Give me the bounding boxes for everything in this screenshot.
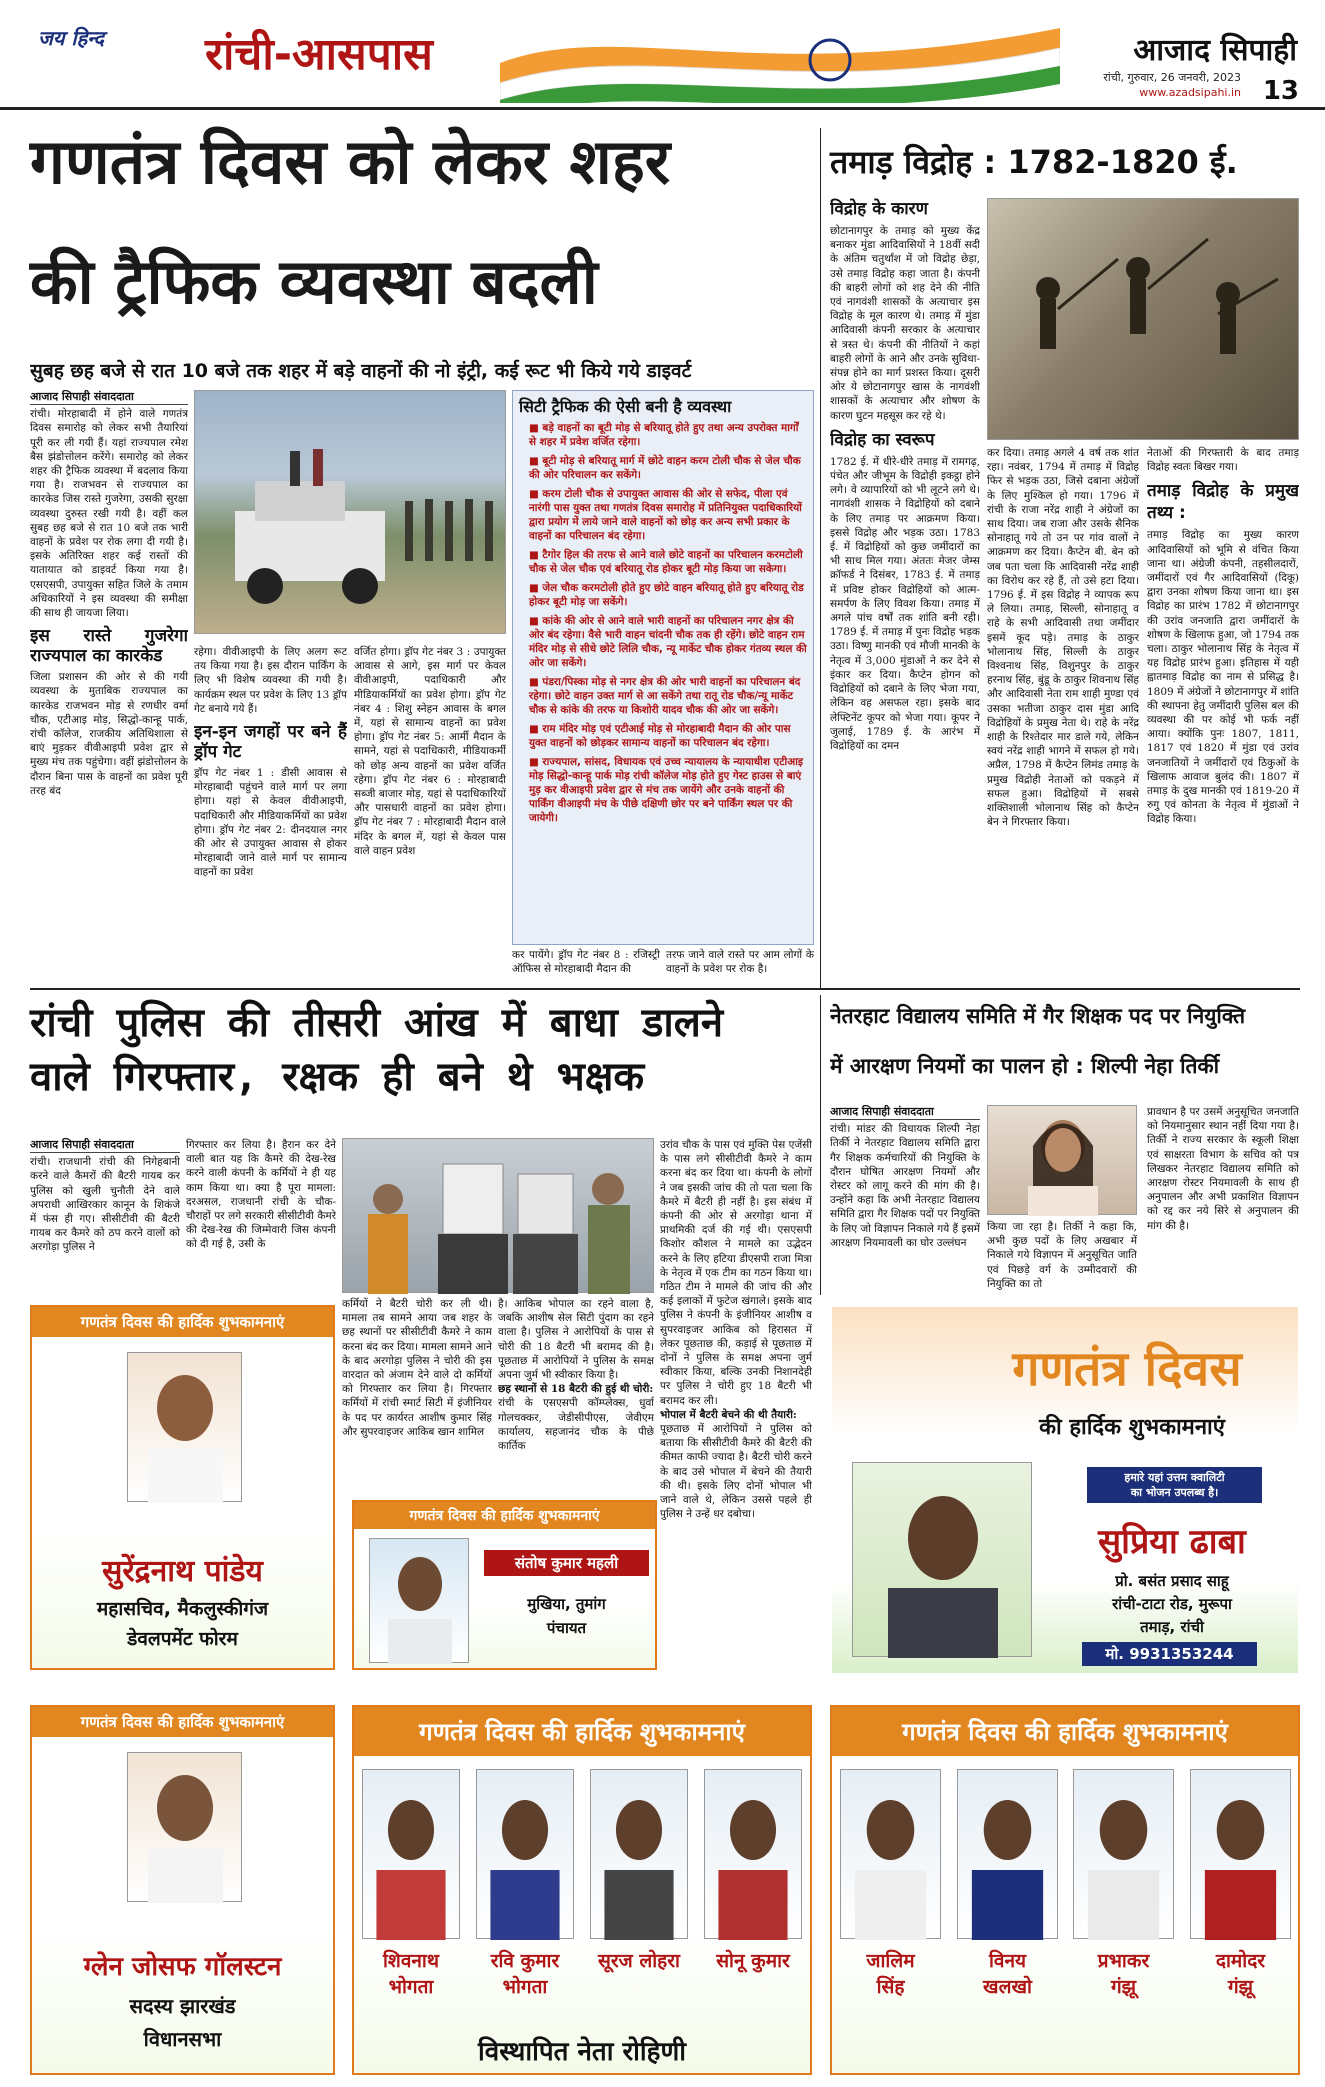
member-photo bbox=[590, 1769, 688, 1939]
member-photo bbox=[957, 1769, 1058, 1939]
member-surname: भोगता bbox=[388, 1976, 434, 1998]
traffic-col-2 bbox=[194, 645, 347, 980]
netarhat-headline-1: नेतरहाट विद्यालय समिति में गैर शिक्षक पद पर नियुक्ति bbox=[830, 1004, 1246, 1028]
glen-title-1: सदस्य झारखंड bbox=[129, 1994, 236, 2018]
shilpi-portrait bbox=[987, 1105, 1137, 1215]
member-photo bbox=[704, 1769, 802, 1939]
traffic-box-item: ■ राम मंदिर मोड़ एवं एटीआई मोड़ से मोरहाबादी मैदान की ओर पास युक्त वाहनों को छोड़कर सामान्य वाहनों का परिचालन बंद रहेगा। bbox=[529, 723, 791, 749]
police-headline-2: वाले गिरफ्तार, रक्षक ही बने थे भक्षक bbox=[30, 1054, 645, 1100]
traffic-col-3 bbox=[354, 645, 506, 980]
masthead bbox=[0, 0, 1325, 110]
police-col4-text-b: रांची के एसएसपी कॉम्प्लेक्स, धुर्वा गोलचक्कर, जेडीसीपीएस, जेवीएम कार्यालय, सहजानंद चौक के पीछे कार्तिक bbox=[498, 1397, 654, 1453]
santosh-photo bbox=[369, 1538, 469, 1663]
dhaba-big-greeting-2: की हार्दिक शुभकामनाएं bbox=[1039, 1415, 1225, 1440]
ad-greeting: गणतंत्र दिवस की हार्दिक शुभकामनाएं bbox=[32, 1707, 333, 1737]
santosh-title-1: मुखिया, तुमांग bbox=[527, 1595, 606, 1613]
member-name: सूरज लोहरा bbox=[598, 1950, 680, 1972]
member-surname: सिंह bbox=[876, 1976, 905, 1998]
surendra-title-2: डेवलपमेंट फोरम bbox=[127, 1628, 238, 1650]
ad-supriya-dhaba bbox=[830, 1305, 1300, 1675]
traffic-col1-text: रांची। मोरहाबादी में होने वाले गणतंत्र दिवस समारोह को लेकर सभी तैयारियां पूरी कर ली गयी हैं। यहां राज्यपाल रमेश बैस झंडोत्तोलन करेंगे। समारोह को लेकर शहर की ट्रैफिक व्यवस्था में बदलाव किया गया है। राजभवन से राज्यपाल का कारकेड जिस रास्ते गुजरेगा, उसकी सुरक्षा व्यवस्था दुरुस्त रखी गयी है। वहीं कल सुबह छह बजे से रात 10 बजे तक भारी वाहनों के प्रवेश पर रोक लगा दी गयी है। इसके अतिरिक्त शहर कई रास्तों की यातायात को डाइवर्ट किया गया है। एसएसपी, उपायुक्त सहित जिले के तमाम अधिकारियों ने इस व्यवस्था की समीक्षा की साथ ही जायजा लिया। bbox=[30, 408, 188, 620]
person-portrait-icon bbox=[988, 1106, 1138, 1216]
dateline: रांची, गुरुवार, 26 जनवरी, 2023 bbox=[1103, 71, 1241, 84]
traffic-col-4 bbox=[512, 948, 660, 980]
traffic-box-title: सिटी ट्रैफिक की ऐसी बनी है व्यवस्था bbox=[519, 397, 732, 416]
member-name: विनय bbox=[988, 1950, 1027, 1972]
dhaba-tagline-box bbox=[1087, 1467, 1262, 1503]
tamar-col3-text-b: तमाड़ विद्रोह का मुख्य कारण आदिवासियों को भूमि से वंचित किया जाना था। अंग्रेजी कंपनी, तहसीलदारों, जमींदारों एवं गैर आदिवासियों (दिकू) द्वारा उनका शोषण किया जाना था। इस विद्रोह का प्रारंभ 1782 में छोटानागपुर की उरांव जनजाति द्वारा जमींदारों के शोषण के खिलाफ हुआ, जो 1794 तक चला। ठाकुर भोलानाथ सिंह के नेतृत्व में यह विद्रोह प्रारंभ हुआ। इतिहास में यही ह्वातमाड़ विद्रोह का नाम से प्रसिद्ध है। 1809 में अंग्रेजों ने छोटानागपुर में शांति की स्थापना हेतु जमींदारी पुलिस बल की व्यवस्था की पर कोई भी फर्क नहीं आया। क्योंकि पुनः 1807, 1811, 1817 एवं 1820 में मुंडा एवं उरांव जनजातियों ने जमींदारों एवं ठिकुओं के खिलाफ आवाज बुलंद की। 1807 में तमाड़ के दुख मानकी एवं 1819-20 में रुगु एवं कोनता के नेतृत्व में मुंडाओं ने विद्रोह किया। bbox=[1147, 529, 1299, 826]
dhaba-phone: मो. 9931353244 bbox=[1082, 1642, 1257, 1666]
netarhat-col3-text: प्रावधान है पर उसमें अनुसूचित जनजाति को नियमानुसार स्थान नहीं दिया गया है। तिर्की ने राज्य सरकार के स्कूली शिक्षा एवं साक्षरता विभाग के सचिव को पत्र लिखकर नेतरहाट विद्यालय समिति को आरक्षण रोस्टर नियमावली के साथ ही अनुपालन और अभी प्रकाशित विज्ञापन को रद्द कर नये सिरे से अनुपालन की मांग की है। bbox=[1147, 1106, 1299, 1232]
member-photo bbox=[362, 1769, 460, 1939]
glen-name: ग्लेन जोसफ गॉलस्टन bbox=[83, 1952, 282, 1982]
netarhat-col1-text: रांची। मांडर की विधायक शिल्पी नेहा तिर्की ने नेतरहाट विद्यालय समिति द्वारा गैर शिक्षक कर्मचारियों की नियुक्ति के दौरान घोषित आरक्षण नियमों और रोस्टर को लागू करने की मांग की है। उन्होंने कहा कि अभी नेतरहाट विद्यालय समिति द्वारा गैर शिक्षक पदों पर नियुक्ति के लिए जो विज्ञापन निकाले गये हैं इसमें आरक्षण नियमावली का घोर उल्लंघन bbox=[830, 1123, 980, 1249]
traffic-col3-text: वर्जित होगा। ड्रॉप गेट नंबर 3 : उपायुक्त आवास से आगे, इस मार्ग पर केवल वीवीआइपी, पदाधिकारी और मीडियाकर्मियों का प्रवेश होगा। ड्रॉप गेट नंबर 4 : शिशु स्नेहन आवास के बगल में, यहां से सामान्य वाहनों का प्रवेश होगा। ड्रॉप गेट नंबर 5: आर्मी मैदान के सामने, यहां से पदाधिकारी, मीडियाकर्मी को छोड़ अन्य वाहनों का प्रवेश वर्जित रहेगा। ड्रॉप गेट नंबर 6 : मोरहाबादी सब्जी बाजार मोड़, यहां से पदाधिकारियों और पासधारी वाहनों का प्रवेश होगा। ड्रॉप गेट नंबर 7 : मोरहाबादी मैदान वाले मंदिर के बगल में, यहां से केवल पास वाले वाहन प्रवेश bbox=[354, 646, 506, 857]
arrested-persons-icon bbox=[343, 1139, 655, 1294]
column-divider-2 bbox=[820, 995, 821, 1295]
traffic-box-list bbox=[519, 421, 807, 825]
glen-title-2: विधानसभा bbox=[143, 2027, 222, 2051]
surendra-title-1: महासचिव, मैकलुस्कीगंज bbox=[96, 1598, 269, 1620]
glen-photo bbox=[127, 1752, 242, 1902]
dhaba-proprietor: प्रो. बसंत प्रसाद साहू bbox=[1115, 1572, 1229, 1590]
santosh-name: संतोष कुमार महली bbox=[484, 1550, 649, 1576]
dhaba-tag-2: का भोजन उपलब्ध है। bbox=[1130, 1486, 1219, 1499]
traffic-subhead: सुबह छह बजे से रात 10 बजे तक शहर में बड़े वाहनों की नो इंट्री, कई रूट भी किये गये डाइवर्ट bbox=[30, 360, 692, 382]
member-name: रवि कुमार bbox=[490, 1950, 560, 1972]
netarhat-col2-text: किया जा रहा है। तिर्की ने कहा कि, अभी कुछ पदों के लिए अखबार में निकाले गये विज्ञापन में अनुसूचित जाति एवं पिछड़े वर्ग के उम्मीदवारों की नियुक्ति का तो bbox=[987, 1221, 1137, 1290]
tamar-sub-nature: विद्रोह का स्वरूप bbox=[830, 429, 935, 450]
group1-footer: विस्थापित नेता रोहिणी bbox=[478, 2037, 686, 2067]
person-portrait-icon bbox=[841, 1770, 940, 1940]
traffic-col4-text: कर पायेंगे। ड्रॉप गेट नंबर 8 : रजिस्ट्री ऑफिस से मोरहाबादी मैदान की bbox=[512, 949, 660, 976]
ad-santosh bbox=[352, 1500, 657, 1670]
tamar-sub-causes: विद्रोह के कारण bbox=[830, 199, 928, 219]
traffic-box-item: ■ राज्यपाल, सांसद, विधायक एवं उच्च न्यायालय के न्यायाधीश एटीआइ मोड़ सिद्धो-कान्हू पार्क मोड़ रांची कॉलेज मोड़ होते हुए गेस्ट हाउस से बाएं मुड़ कर वीआइपी प्रवेश द्वार से मंच तक जायेंगे और उनके वाहनों की पार्किंग वीआइपी मंच के पीछे दक्षिणी छोर पर बने पार्किंग स्थल पर की जायेगी। bbox=[529, 756, 803, 824]
member-surname: गंझू bbox=[1110, 1976, 1137, 1998]
person-portrait-icon bbox=[1191, 1770, 1290, 1940]
traffic-info-box bbox=[512, 390, 814, 945]
traffic-parade-photo bbox=[194, 390, 506, 634]
tamar-headline: तमाड़ विद्रोह : 1782-1820 ई. bbox=[830, 143, 1238, 181]
traffic-col5-text: तरफ जाने वाले रास्ते पर आम लोगों के वाहनों के प्रवेश पर रोक है। bbox=[666, 949, 814, 976]
person-portrait-icon bbox=[128, 1753, 243, 1903]
traffic-col2-text: रहेगा। वीवीआइपी के लिए अलग रूट तय किया गया है। इस दौरान पार्किंग के लिए भी विशेष व्यवस्था की गयी है। कार्यक्रम स्थल पर प्रवेश के लिए 13 ड्रॉप गेट बनाये गये हैं। bbox=[194, 646, 347, 715]
member-name: जालिम bbox=[866, 1950, 915, 1972]
battle-scene-icon bbox=[988, 199, 1300, 441]
member-name: दामोदर bbox=[1215, 1950, 1266, 1972]
person-portrait-icon bbox=[853, 1463, 1033, 1658]
traffic-box-item: ■ बड़े वाहनों का बूटी मोड़ से बरियातू होते हुए तथा अन्य उपरोक्त मार्गों से शहर में प्रवेश वर्जित रहेगा। bbox=[529, 422, 799, 448]
person-portrait-icon bbox=[477, 1770, 573, 1940]
column-divider bbox=[820, 128, 821, 988]
tamar-col3-text: नेताओं की गिरफ्तारी के बाद तमाड़ विद्रोह स्वतः बिखर गया। bbox=[1147, 447, 1299, 474]
santosh-title-2: पंचायत bbox=[546, 1619, 587, 1637]
police-byline: आजाद सिपाही संवाददाता bbox=[30, 1138, 180, 1153]
police-col5-subhead: भोपाल में बैटरी बेचने की थी तैयारी: bbox=[660, 1408, 797, 1421]
person-portrait-icon bbox=[363, 1770, 459, 1940]
surendra-name: सुरेंद्रनाथ पांडेय bbox=[102, 1554, 263, 1589]
dhaba-owner-photo bbox=[852, 1462, 1032, 1657]
police-col3-text: कर्मियों ने बैटरी चोरी कर ली थी। मामला तब सामने आया जब शहर के छह स्थानों पर सीसीटीवी कैमरे ने काम करना बंद कर दिया। मामला सामने आने के बाद अरगोड़ा पुलिस ने चोरी की इस वारदात को अंजाम देने वाले दो कर्मियों को गिरफ्तार कर लिया है। गिरफ्तार कर्मियों में रांची स्मार्ट सिटी में इंजीनियर के पद पर कार्यरत आशीष कुमार सिंह और सुपरवाइजर आकिब खान शामिल bbox=[342, 1298, 492, 1438]
traffic-box-item: ■ पंडरा/पिस्का मोड़ से नगर क्षेत्र की ओर भारी वाहनों का परिचालन बंद रहेगा। छोटे वाहन उक्त मार्ग से आ सकेंगे तथा रातू रोड चौक/न्यू मार्केट चौक से कांके की तरफ या किशोरी यादव चौक की ओर जा सकेंगे। bbox=[529, 676, 801, 716]
police-col-5 bbox=[660, 1138, 812, 1643]
netarhat-col-1 bbox=[830, 1105, 980, 1295]
section-rule bbox=[30, 988, 1300, 990]
dhaba-address-1: रांची-टाटा रोड, मुरूपा bbox=[1112, 1595, 1232, 1613]
tamar-battle-painting bbox=[987, 198, 1299, 440]
jai-hind-logo bbox=[38, 24, 158, 66]
police-col-2 bbox=[186, 1138, 336, 1306]
member-photo bbox=[840, 1769, 941, 1939]
dhaba-address-2: तमाड़, रांची bbox=[1140, 1618, 1204, 1636]
jai-hind-text: जय हिन्द bbox=[38, 26, 105, 50]
ad-greeting: गणतंत्र दिवस की हार्दिक शुभकामनाएं bbox=[32, 1307, 333, 1337]
member-photo bbox=[1073, 1769, 1174, 1939]
surendra-photo bbox=[127, 1352, 242, 1502]
traffic-box-item: ■ जेल चौक करमटोली होते हुए छोटे वाहन बरियातू होते हुए बरियातू रोड होकर बूटी मोड़ जा सकेंगे। bbox=[529, 582, 804, 608]
tamar-col-2 bbox=[987, 446, 1139, 978]
member-name: सोनू कुमार bbox=[716, 1950, 790, 1972]
tamar-col1-text: छोटानागपुर के तमाड़ को मुख्य केंद्र बनाकर मुंडा आदिवासियों ने 18वीं सदी के अंतिम चतुर्थांश में जो विद्रोह छेड़ा, उसे तमाड़ विद्रोह कहा जाता है। कंपनी की बाहरी लोगों को शह देने की नीति एवं नागवंशी शासकों के अत्याचार इस विद्रोह के मूल कारण थे। तमाड़ में मुंडा आदिवासी कंपनी सरकार के अत्याचार से त्रस्त थे। कंपनी की नीतियों ने कहां बाहरी लोगों के आने और उनके सुविधा-संपन्न होने का मार्ग प्रशस्त किया। दूसरी ओर ये छोटानागपुर खास के नागवंशी शासकों के अत्याचार और शोषण के कारण घुटन महसूस कर रहे थे। bbox=[830, 225, 980, 422]
netarhat-headline-2: में आरक्षण नियमों का पालन हो : शिल्पी नेहा तिर्की bbox=[830, 1054, 1220, 1078]
ad-glen bbox=[30, 1705, 335, 2075]
tamar-col1-text-b: 1782 ई. में धीरे-धीरे तमाड़ में रामगढ़, पंचेत और जीभूम के विद्रोही इकट्ठा होने लगे। वे व्यापारियों को भी लूटने लगे थे। नागवंशी शासक ने विद्रोहियों को दबाने के लिए तमाड़ पर आक्रमण किया। इससे विद्रोह और भड़क उठा। 1783 ई. में विद्रोहियों को कुछ जमींदारों का भी साथ मिल गया। अंततः मेजर जेम्स क्रॉफर्ड ने दिसंबर, 1783 ई. में तमाड़ में प्रविष्ट होकर विद्रोहियों को आत्म-समर्पण के लिए विवश किया। तमाड़ में अगले पांच वर्षों तक शांति बनी रही। 1789 ई. में तमाड़ में पुनः विद्रोह भड़क उठा। विष्णु मानकी एवं मौजी मानकी के नेतृत्व में 3,000 मुंडाओं ने कर देने से इंकार कर दिया। कैप्टेन होगन को विद्रोहियों को दबाने के लिए भेजा गया, लेकिन वह असफल रहा। इसके बाद लेफ्टिनेंट कूपर को भेजा गया। कूपर ने जुलाई, 1789 ई. के आरंभ में विद्रोहियों का दमन bbox=[830, 455, 980, 752]
police-arrest-photo bbox=[342, 1138, 654, 1293]
ad-group-2 bbox=[830, 1705, 1300, 2075]
police-col4-text: है। आकिब भोपाल का रहने वाला है, जबकि आशीष सेल सिटी पुंदाग का रहने वाला है। पुलिस ने आरोपियों के पास से चोरी की 18 बैटरी भी बरामद की है। पूछताछ में आरोपियों ने पुलिस के समक्ष अपना जुर्म भी स्वीकार किया है। bbox=[498, 1298, 654, 1382]
police-col4-subhead: छह स्थानों से 18 बैटरी की हुई थी चोरी: bbox=[498, 1383, 654, 1396]
website: www.azadsipahi.in bbox=[1139, 86, 1241, 99]
traffic-box-item: ■ करम टोली चौक से उपायुक्त आवास की ओर से सफेद, पीला एवं नारंगी पास युक्त तथा गणतंत्र दिवस समारोह में प्रतिनियुक्त पदाधिकारियों द्वारा प्रयोग में लाये जाने वाले वाहनों को छोड़ कर अन्य सभी प्रकार के वाहनों का परिचालन बंद रहेगा। bbox=[529, 488, 802, 542]
ad-group-rohini bbox=[352, 1705, 812, 2075]
person-portrait-icon bbox=[370, 1539, 470, 1664]
ad-greeting: गणतंत्र दिवस की हार्दिक शुभकामनाएं bbox=[354, 1707, 810, 1756]
dhaba-name: सुप्रिया ढाबा bbox=[1098, 1522, 1246, 1562]
traffic-col-5 bbox=[666, 948, 814, 980]
tamar-sub-facts: तमाड़ विद्रोह के प्रमुख तथ्य : bbox=[1147, 481, 1299, 524]
police-col2-text: गिरफ्तार कर लिया है। हैरान कर देने वाली बात यह कि कैमरे की देख-रेख करने वाली कंपनी के कर्मियों ने ही यह काम किया था। क्या है पूरा मामला: दरअसल, राजधानी रांची के चौक-चौराहों पर लगे सरकारी सीसीटीवी कैमरे की देख-रेख की जिम्मेवारी जिस कंपनी को दी गई है, उसी के bbox=[186, 1139, 336, 1251]
member-surname: भोगता bbox=[502, 1976, 548, 1998]
traffic-headline-1: गणतंत्र दिवस को लेकर शहर bbox=[30, 125, 671, 198]
member-name: प्रभाकर bbox=[1097, 1950, 1150, 1972]
ad-greeting: गणतंत्र दिवस की हार्दिक शुभकामनाएं bbox=[354, 1502, 655, 1529]
traffic-box-item: ■ कांके की ओर से आने वाले भारी वाहनों का परिचालन नगर क्षेत्र की ओर बंद रहेगा। वैसे भारी वाहन चांदनी चौक तक ही रहेंगे। छोटे वाहन राम मंदिर मोड़ से सीधे छोटे लिलि चौक, न्यू मार्केट चौक होकर गंतव्य स्थल की ओर जा सकेंगे। bbox=[529, 615, 807, 669]
police-col5-text: उरांव चौक के पास एवं मुक्ति पेस एजेंसी के पास लगे सीसीटीवी कैमरे ने काम करना बंद कर दिया था। कंपनी के लोगों ने जब इसकी जांच की तो पता चला कि कैमरे में बैटरी ही नहीं है। इस संबंध में कंपनी की ओर से अरगोड़ा थाना में प्राथमिकी दर्ज की गई थी। एसएसपी किशोर कौशल ने मामले का उद्भेदन करने के लिए हटिया डीएसपी राजा मित्रा के नेतृत्व में एक टीम का गठन किया था। गठित टीम ने मामले की जांच की और कई इलाकों में फुटेज खंगाले। इसके बाद पुलिस ने कंपनी के इंजीनियर आशीष व सुपरवाइजर आकिब को हिरासत में लेकर पूछताछ की, कड़ाई से पूछताछ में दोनों ने पुलिस के समक्ष अपना जुर्म स्वीकार किया, बल्कि उनकी निशानदेही पर पुलिस ने चोरी हुए 18 बैटरी भी बरामद कर ली। bbox=[660, 1139, 812, 1407]
police-col-1 bbox=[30, 1138, 180, 1306]
police-headline-1: रांची पुलिस की तीसरी आंख में बाधा डालने bbox=[30, 1000, 724, 1046]
flag-wave-icon bbox=[500, 8, 1060, 103]
netarhat-col-2 bbox=[987, 1220, 1137, 1295]
dhaba-big-greeting-1: गणतंत्र दिवस bbox=[1012, 1341, 1242, 1397]
traffic-box-item: ■ बूटी मोड़ से बरियातू मार्ग में छोटे वाहन करम टोली चौक से जेल चौक की ओर परिचालन कर सकेंगे। bbox=[529, 455, 801, 481]
person-portrait-icon bbox=[128, 1353, 243, 1503]
traffic-col2-text-b: ड्रॉप गेट नंबर 1 : डीसी आवास से मोरहाबादी पहुंचने वाले मार्ग पर लगा होगा। यहां से केवल वीवीआइपी, पदाधिकारी और मीडियाकर्मियों का प्रवेश होगा। ड्रॉप गेट नंबर 2: दीनदयाल नगर की ओर से उपायुक्त आवास से होकर मोरहाबादी जाने वाले मार्ग पर सामान्य वाहनों का प्रवेश bbox=[194, 767, 347, 879]
member-surname: गंझू bbox=[1227, 1976, 1254, 1998]
section-title: रांची-आसपास bbox=[205, 29, 433, 80]
traffic-byline: आजाद सिपाही संवाददाता bbox=[30, 390, 188, 405]
parade-jeep-icon bbox=[195, 391, 507, 635]
police-col1-text: रांची। राजधानी रांची की निगेहबानी करने वाले कैमरों की बैटरी गायब कर पुलिस को खुली चुनौती देने वाले अपराधी आखिरकार कानून के शिकंजे में फंस ही गए। सीसीटीवी की बैटरी गायब कर कैमरे को ठप करने वालों को अरगोड़ा पुलिस ने bbox=[30, 1156, 180, 1254]
tamar-col-3 bbox=[1147, 446, 1299, 978]
police-col5-text-b: पूछताछ में आरोपियों ने पुलिस को बताया कि सीसीटीवी कैमरे की बैटरी की कीमत काफी ज्यादा है। बैटरी चोरी करने के बाद उसे भोपाल में बेचने की तैयारी की थी। इसके लिए दोनों भोपाल भी जाने वाले थे, लेकिन उससे पहले ही पुलिस ने उन्हें धर दबोचा। bbox=[660, 1423, 812, 1521]
member-name: शिवनाथ bbox=[382, 1950, 439, 1972]
page-number: 13 bbox=[1262, 76, 1299, 106]
police-col-4 bbox=[498, 1297, 654, 1517]
traffic-col-1 bbox=[30, 390, 188, 980]
traffic-col1-subhead: इस रास्ते गुजरेगा राज्यपाल का कारकेड bbox=[30, 626, 188, 667]
member-surname: खलखो bbox=[983, 1976, 1032, 1998]
member-photo bbox=[476, 1769, 574, 1939]
paper-name: आजाद सिपाही bbox=[1133, 33, 1297, 68]
ad-greeting: गणतंत्र दिवस की हार्दिक शुभकामनाएं bbox=[832, 1707, 1298, 1756]
traffic-col2-subhead: इन-इन जगहों पर बने हैं ड्रॉप गेट bbox=[194, 722, 347, 763]
person-portrait-icon bbox=[705, 1770, 801, 1940]
netarhat-col-3 bbox=[1147, 1105, 1299, 1295]
person-portrait-icon bbox=[958, 1770, 1057, 1940]
ad-surendra bbox=[30, 1305, 335, 1670]
member-photo bbox=[1190, 1769, 1291, 1939]
person-portrait-icon bbox=[1074, 1770, 1173, 1940]
dhaba-tag-1: हमारे यहां उत्तम क्वालिटी bbox=[1124, 1471, 1225, 1484]
traffic-headline-2: की ट्रैफिक व्यवस्था बदली bbox=[30, 245, 598, 318]
traffic-box-item: ■ टैगोर हिल की तरफ से आने वाले छोटे वाहनों का परिचालन करमटोली चौक से जेल चौक एवं बरियातू रोड होकर बूटी मोड़ किया जा सकेगा। bbox=[529, 549, 803, 575]
tamar-col-1 bbox=[830, 198, 980, 978]
tamar-col2-text: कर दिया। तमाड़ अगले 4 वर्ष तक शांत रहा। नवंबर, 1794 में तमाड़ में विद्रोह फिर से भड़क उठा, जिसे दबाना अंग्रेजों के लिए मुश्किल हो गया। 1796 में रांची के राजा नरेंद्र शाही ने अंग्रेजों का साथ दिया। जब राजा और उसके सैनिक सोनाहातू गये तो उन पर गांव वालों ने आक्रमण कर दिया। कैप्टेन बी. बेन को जब पता चला कि आदिवासी नरेंद्र शाही का विरोध कर रहे हैं, तो उसे हटा दिया। 1796 ई. में इस विद्रोह ने व्यापक रूप ले लिया। तमाड़, सिल्ली, सोनाहातू व राहे के सभी आदिवासी तथा जमींदार इसमें कूद पड़े। तमाड़ के ठाकुर भोलानाथ सिंह, सिल्ली के ठाकुर विश्वनाथ सिंह, विशुनपुर के ठाकुर हरनाथ सिंह, बुंडू के ठाकुर शिवनाथ सिंह और आदिवासी नेता राम शाही मुण्डा एवं उसका भतीजा ठाकुर दास मुंडा आदि विद्रोहियों के प्रमुख नेता थे। राहे के नरेंद्र शाही के रिश्तेदार मार डाले गये, लेकिन स्वयं नरेंद्र शाही भागने में सफल हो गये। अप्रैल, 1798 में कैप्टेन लिमंड तमाड़ के प्रमुख विद्रोही नेताओं को पकड़ने में सफल हुआ। विद्रोहियों में सबसे शक्तिशाली भोलानाथ सिंह को कैप्टेन बेन ने गिरफ्तार किया। bbox=[987, 447, 1139, 829]
person-portrait-icon bbox=[591, 1770, 687, 1940]
netarhat-byline: आजाद सिपाही संवाददाता bbox=[830, 1105, 980, 1120]
traffic-col1-text-b: जिला प्रशासन की ओर से की गयी व्यवस्था के मुताबिक राज्यपाल का कारकेड राजभवन मोड़ से रणधीर वर्मा चौक, एटीआइ मोड़, सिद्धो-कान्हू पार्क, रांची कॉलेज, राजकीय अतिथिशाला से बाएं मुड़कर वीवीआइपी प्रवेश द्वार से मुख्य मंच तक पहुंचेगा। वहीं झंडोत्तोलन के दौरान बिना पास के वाहनों का प्रवेश पूरी तरह बंद bbox=[30, 671, 188, 797]
